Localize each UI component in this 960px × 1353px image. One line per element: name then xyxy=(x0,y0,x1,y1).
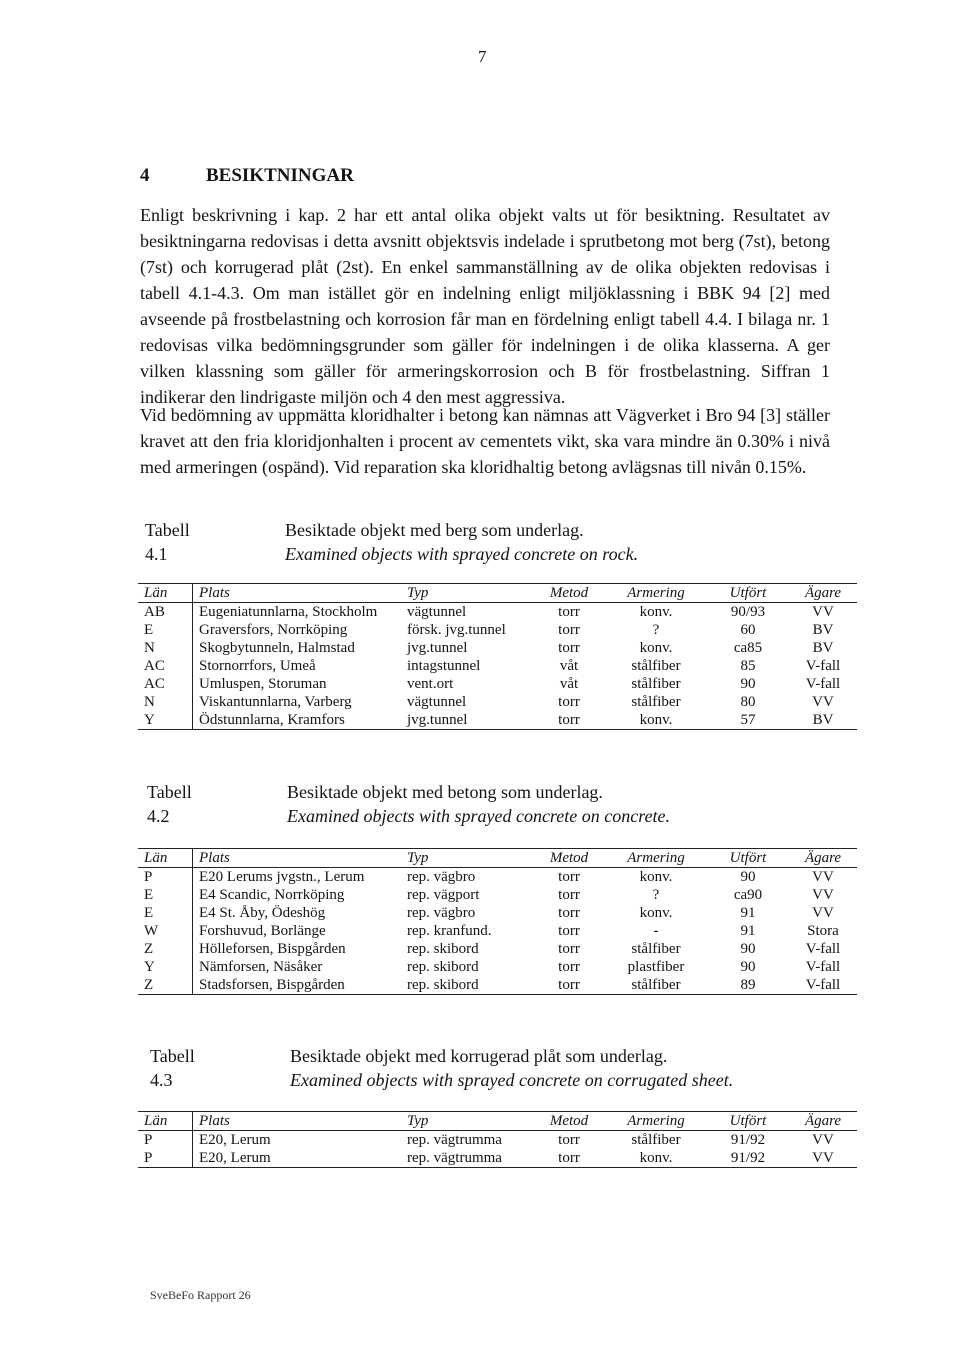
cell-armering: konv. xyxy=(605,711,707,730)
table-row xyxy=(138,657,857,675)
cell-agare: VV xyxy=(812,905,834,921)
cell-typ: intagstunnel xyxy=(407,658,481,674)
cell-utfort: 90/93 xyxy=(730,604,766,620)
page-number: 7 xyxy=(478,47,487,66)
cell-plats: E4 Scandic, Norrköping xyxy=(199,887,345,903)
cell-lan: Y xyxy=(138,958,193,976)
column-header-metod: Metod xyxy=(533,849,605,868)
cell-armering: konv. xyxy=(639,869,673,885)
cell-agare: V-fall xyxy=(805,941,841,957)
column-header-metod: Metod xyxy=(533,584,605,603)
column-header-plats: Plats xyxy=(193,849,402,868)
section-heading xyxy=(140,165,354,187)
cell-plats: Stornorrfors, Umeå xyxy=(199,658,316,674)
table-row xyxy=(138,675,857,693)
cell-agare: VV xyxy=(812,1132,834,1148)
cell-typ: jvg.tunnel xyxy=(401,711,533,730)
cell-typ: rep. vägbro xyxy=(407,905,476,921)
cell-armering: stålfiber xyxy=(631,676,681,692)
cell-utfort: 85 xyxy=(740,658,756,674)
table-caption-english: Examined objects with sprayed concrete on corrugated sheet. xyxy=(290,1070,734,1090)
cell-armering: konv. xyxy=(639,905,673,921)
cell-armering: ? xyxy=(652,622,660,638)
cell-agare: V-fall xyxy=(805,959,841,975)
cell-agare: V-fall xyxy=(805,658,841,674)
cell-typ: rep. skibord xyxy=(407,959,479,975)
cell-metod: torr xyxy=(533,976,605,995)
cell-plats: Viskantunnlarna, Varberg xyxy=(199,694,352,710)
column-header-lan: Län xyxy=(138,849,193,868)
cell-typ: rep. vägtrumma xyxy=(407,1132,502,1148)
cell-lan: P xyxy=(138,1149,193,1168)
cell-armering: stålfiber xyxy=(605,976,707,995)
cell-agare: VV xyxy=(812,869,834,885)
table-4-1 xyxy=(138,583,857,730)
table-row xyxy=(138,1149,857,1168)
table-label: Tabell 4.3 xyxy=(150,1046,195,1090)
column-header-typ: Typ xyxy=(401,849,533,868)
cell-metod: torr xyxy=(558,604,580,620)
cell-metod: torr xyxy=(558,959,580,975)
column-header-armering: Armering xyxy=(605,584,707,603)
cell-agare: VV xyxy=(812,694,834,710)
cell-lan: W xyxy=(138,922,193,940)
cell-utfort: 90 xyxy=(740,959,756,975)
cell-typ: rep. vägtrumma xyxy=(401,1149,533,1168)
table-row xyxy=(138,639,857,657)
table-row xyxy=(138,868,857,887)
cell-plats: Skogbytunneln, Halmstad xyxy=(199,640,355,656)
cell-plats: Eugeniatunnlarna, Stockholm xyxy=(199,604,378,620)
table-label: Tabell 4.1 xyxy=(145,520,190,564)
table-4-3 xyxy=(138,1111,857,1168)
table-row xyxy=(138,1131,857,1150)
cell-typ: jvg.tunnel xyxy=(407,640,468,656)
column-header-typ: Typ xyxy=(401,584,533,603)
cell-agare: VV xyxy=(789,1149,857,1168)
cell-agare: BV xyxy=(812,640,834,656)
paragraph-intro: Enligt beskrivning i kap. 2 har ett antal olika objekt valts ut för besiktning. Resultatet av besiktningarna redovisas i detta avsnitt objektsvis indelade i sprutbetong mot berg (7st), betong (7st) och korrugerad plåt (2st). En enkel sammanställning av de olika objekten redovisas i tabell 4.1-4.3. Om man istället gör en indelning enligt miljöklassning i BBK 94 [2] med avseende på frostbelastning och korrosion får man en fördelning enligt tabell 4.4. I bilaga nr. 1 redovisas vilka bedömningsgrunder som gäller för indelningen i de olika klasserna. A ger vilken klassning som gäller för armeringskorrosion och B för frostbelastning. Siffran 1 indikerar den lindrigaste miljön och 4 den mest aggressiva. xyxy=(140,205,830,407)
cell-plats: Forshuvud, Borlänge xyxy=(199,923,326,939)
table-row xyxy=(138,904,857,922)
cell-plats: E20 Lerums jvgstn., Lerum xyxy=(199,869,365,885)
cell-lan: E xyxy=(138,621,193,639)
table-row xyxy=(138,603,857,622)
cell-lan: Z xyxy=(138,976,193,995)
cell-typ: vent.ort xyxy=(407,676,454,692)
cell-plats: Nämforsen, Näsåker xyxy=(199,959,323,975)
cell-utfort: 90 xyxy=(740,676,756,692)
cell-agare: BV xyxy=(789,711,857,730)
column-header-agare: Ägare xyxy=(789,584,857,603)
column-header-plats: Plats xyxy=(193,1112,402,1131)
cell-agare: V-fall xyxy=(805,676,841,692)
cell-lan: E xyxy=(138,904,193,922)
cell-utfort: ca90 xyxy=(733,887,763,903)
cell-typ: rep. kranfund. xyxy=(407,923,492,939)
cell-metod: torr xyxy=(558,1132,580,1148)
cell-utfort: 91 xyxy=(740,923,756,939)
cell-agare: VV xyxy=(812,887,834,903)
table-row xyxy=(138,922,857,940)
cell-lan: AC xyxy=(138,657,193,675)
table-caption-swedish: Besiktade objekt med berg som underlag. xyxy=(285,520,584,540)
column-header-utfort: Utfört xyxy=(707,1112,789,1131)
column-header-utfort: Utfört xyxy=(707,584,789,603)
cell-utfort: 90 xyxy=(740,941,756,957)
column-header-lan: Län xyxy=(138,584,193,603)
cell-armering: stålfiber xyxy=(631,658,681,674)
cell-utfort: ca85 xyxy=(733,640,763,656)
cell-plats: E20, Lerum xyxy=(193,1149,402,1168)
cell-typ: vägtunnel xyxy=(407,604,467,620)
section-title: BESIKTNINGAR xyxy=(206,165,354,186)
table-caption-english: Examined objects with sprayed concrete on concrete. xyxy=(287,806,671,826)
cell-agare: BV xyxy=(812,622,834,638)
section-number: 4 xyxy=(140,165,150,186)
column-header-agare: Ägare xyxy=(789,1112,857,1131)
cell-plats: Hölleforsen, Bispgården xyxy=(199,941,346,957)
cell-metod: torr xyxy=(558,941,580,957)
cell-metod: torr xyxy=(558,622,580,638)
column-header-typ: Typ xyxy=(401,1112,533,1131)
cell-utfort: 57 xyxy=(707,711,789,730)
column-header-utfort: Utfört xyxy=(707,849,789,868)
cell-agare: V-fall xyxy=(789,976,857,995)
cell-armering: stålfiber xyxy=(631,694,681,710)
cell-armering: konv. xyxy=(639,604,673,620)
column-header-metod: Metod xyxy=(533,1112,605,1131)
table-row xyxy=(138,886,857,904)
cell-utfort: 90 xyxy=(740,869,756,885)
cell-lan: Z xyxy=(138,940,193,958)
table-caption-swedish: Besiktade objekt med korrugerad plåt som underlag. xyxy=(290,1046,668,1066)
cell-plats: Graversfors, Norrköping xyxy=(199,622,348,638)
cell-armering: stålfiber xyxy=(631,941,681,957)
cell-metod: torr xyxy=(558,694,580,710)
cell-lan: AB xyxy=(138,603,193,622)
cell-armering: ? xyxy=(652,887,660,903)
table-row xyxy=(138,693,857,711)
table-4-2 xyxy=(138,848,857,995)
column-header-armering: Armering xyxy=(605,1112,707,1131)
table-row xyxy=(138,711,857,730)
column-header-plats: Plats xyxy=(193,584,402,603)
cell-plats: Umluspen, Storuman xyxy=(199,676,327,692)
cell-metod: torr xyxy=(558,923,580,939)
cell-lan: P xyxy=(138,1131,193,1150)
cell-lan: P xyxy=(138,868,193,887)
cell-plats: Ödstunnlarna, Kramfors xyxy=(193,711,402,730)
cell-armering: plastfiber xyxy=(627,959,685,975)
column-header-lan: Län xyxy=(138,1112,193,1131)
cell-typ: rep. skibord xyxy=(407,941,479,957)
table-header-row xyxy=(138,849,857,868)
cell-metod: torr xyxy=(533,711,605,730)
cell-metod: våt xyxy=(559,658,579,674)
table-label: Tabell 4.2 xyxy=(147,782,192,826)
cell-metod: torr xyxy=(558,905,580,921)
cell-utfort: 60 xyxy=(740,622,756,638)
table-header-row xyxy=(138,584,857,603)
cell-plats: E4 St. Åby, Ödeshög xyxy=(199,905,326,921)
cell-armering: konv. xyxy=(639,640,673,656)
cell-utfort: 89 xyxy=(707,976,789,995)
table-header-row xyxy=(138,1112,857,1131)
column-header-agare: Ägare xyxy=(789,849,857,868)
cell-armering: stålfiber xyxy=(631,1132,681,1148)
cell-agare: Stora xyxy=(807,923,839,939)
cell-typ: vägtunnel xyxy=(407,694,467,710)
cell-lan: N xyxy=(138,639,193,657)
table-row xyxy=(138,940,857,958)
column-header-armering: Armering xyxy=(605,849,707,868)
paragraph-chloride: Vid bedömning av uppmätta kloridhalter i betong kan nämnas att Vägverket i Bro 94 [3] ställer kravet att den fria kloridjonhalten i procent av cementets vikt, ska vara mindre än 0.30% i nivå med armeringen (ospänd). Vid reparation ska kloridhaltig betong avlägsnas till nivån 0.15%. xyxy=(140,405,830,477)
cell-utfort: 91 xyxy=(740,905,756,921)
cell-typ: rep. vägbro xyxy=(407,869,476,885)
cell-typ: rep. vägport xyxy=(407,887,480,903)
cell-armering: konv. xyxy=(605,1149,707,1168)
cell-plats: E20, Lerum xyxy=(199,1132,271,1148)
cell-armering: - xyxy=(653,923,659,939)
footer-report-name: SveBeFo Rapport 26 xyxy=(150,1288,251,1302)
cell-lan: AC xyxy=(138,675,193,693)
cell-metod: våt xyxy=(559,676,579,692)
cell-lan: N xyxy=(138,693,193,711)
cell-lan: E xyxy=(138,886,193,904)
table-row xyxy=(138,976,857,995)
cell-agare: VV xyxy=(812,604,834,620)
table-caption-swedish: Besiktade objekt med betong som underlag. xyxy=(287,782,603,802)
cell-typ: försk. jvg.tunnel xyxy=(407,622,506,638)
cell-metod: torr xyxy=(558,887,580,903)
table-caption-english: Examined objects with sprayed concrete on rock. xyxy=(285,544,639,564)
cell-utfort: 91/92 xyxy=(707,1149,789,1168)
cell-metod: torr xyxy=(558,869,580,885)
cell-lan: Y xyxy=(138,711,193,730)
cell-metod: torr xyxy=(558,640,580,656)
cell-typ: rep. skibord xyxy=(401,976,533,995)
cell-utfort: 91/92 xyxy=(730,1132,766,1148)
table-row xyxy=(138,958,857,976)
cell-plats: Stadsforsen, Bispgården xyxy=(193,976,402,995)
cell-metod: torr xyxy=(533,1149,605,1168)
cell-utfort: 80 xyxy=(740,694,756,710)
table-row xyxy=(138,621,857,639)
